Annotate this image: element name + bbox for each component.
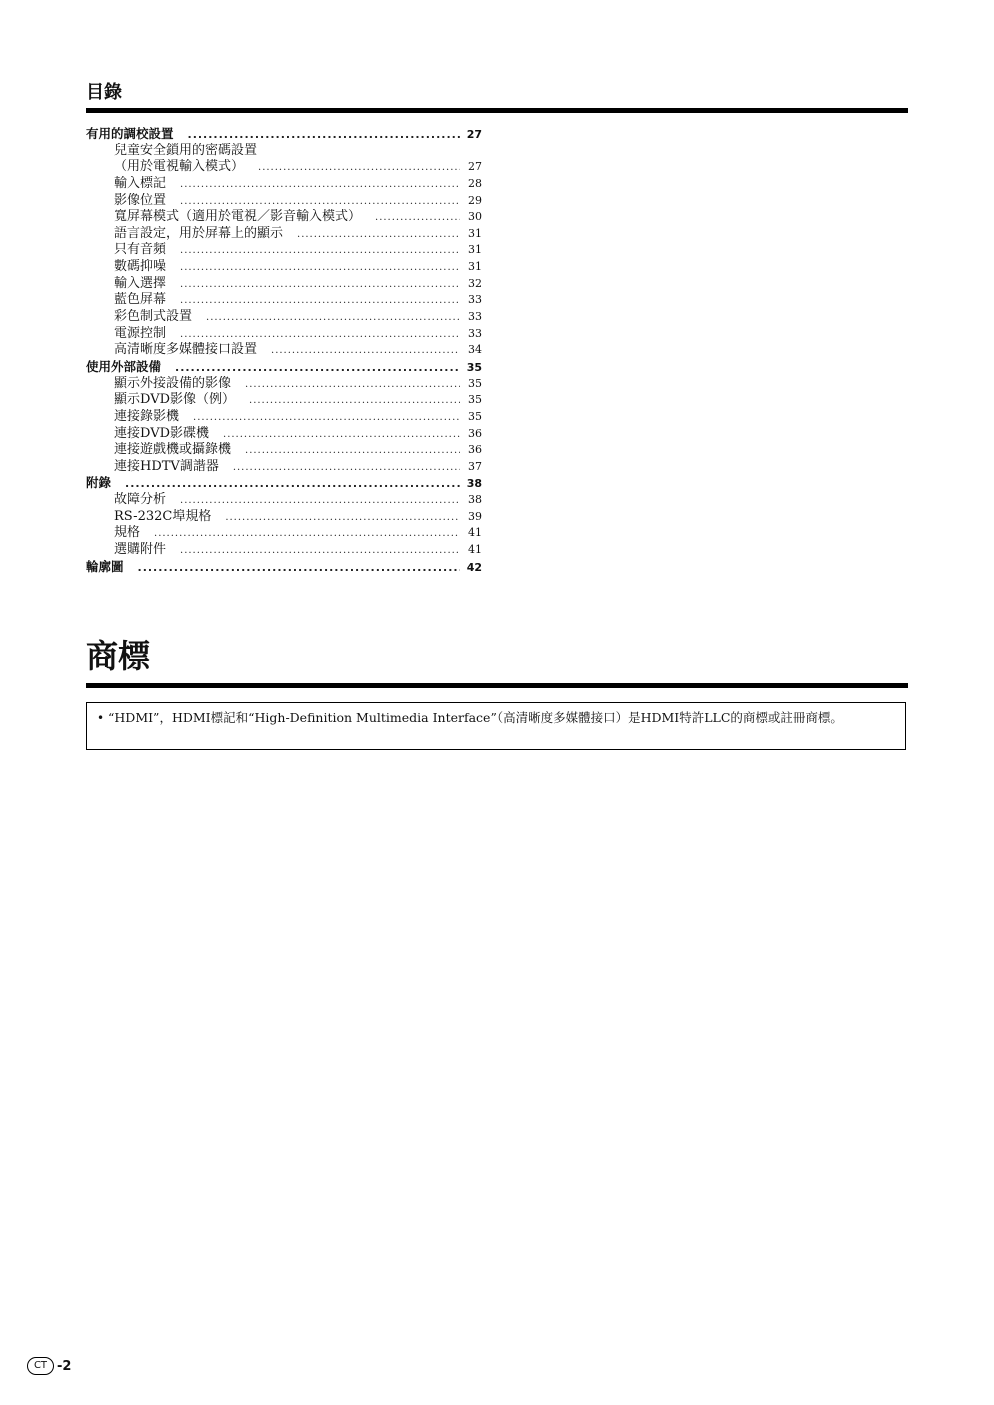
toc-heading: 目錄 bbox=[86, 82, 122, 103]
toc-entry bbox=[86, 376, 482, 393]
toc-entry bbox=[86, 209, 482, 226]
toc-entry bbox=[86, 226, 482, 243]
bullet-icon: • bbox=[97, 711, 105, 725]
toc-entry-page: 32 bbox=[468, 276, 482, 290]
toc-entry-title: 影像位置 bbox=[114, 192, 167, 208]
toc-entry-page: 35 bbox=[468, 409, 482, 423]
toc-entry-title: 只有音頻 bbox=[114, 242, 167, 258]
toc-entry bbox=[86, 193, 482, 210]
toc-leader-dots bbox=[193, 410, 460, 426]
toc-entry bbox=[86, 392, 482, 409]
toc-leader-dots bbox=[180, 260, 460, 276]
toc-leader-dots bbox=[375, 210, 460, 226]
toc-leader-dots bbox=[233, 460, 460, 476]
toc-entry-page: 34 bbox=[468, 343, 482, 357]
toc-entry bbox=[86, 459, 482, 476]
toc-entry bbox=[86, 509, 482, 526]
toc-entry-title: 電源控制 bbox=[114, 325, 167, 341]
toc-entry-title: 寬屏幕模式（適用於電視／影音輸入模式） bbox=[114, 209, 362, 225]
toc-entry-page: 41 bbox=[468, 543, 482, 557]
toc-leader-dots bbox=[154, 526, 460, 542]
trademarks-box bbox=[86, 702, 906, 750]
toc-entry-title: 輸入選擇 bbox=[114, 275, 167, 291]
toc-leader-dots bbox=[138, 560, 460, 576]
toc-entry-page: 27 bbox=[468, 160, 482, 174]
trademarks-heading: 商標 bbox=[86, 637, 151, 675]
toc-entry-title: 規格 bbox=[114, 525, 141, 541]
toc-entry bbox=[86, 242, 482, 259]
toc-entry-page: 33 bbox=[468, 326, 482, 340]
toc-entry bbox=[86, 559, 482, 576]
toc-entry bbox=[86, 126, 482, 143]
toc-entry bbox=[86, 143, 482, 160]
toc-entry bbox=[86, 159, 482, 176]
toc-entry-page: 39 bbox=[468, 509, 482, 523]
toc-entry-title: 連接遊戲機或攝錄機 bbox=[114, 442, 232, 458]
toc-entry-title: 連接DVD影碟機 bbox=[114, 425, 210, 441]
toc-entry-title: 語言設定，用於屏幕上的顯示 bbox=[114, 225, 284, 241]
toc-entry-page: 27 bbox=[466, 128, 482, 141]
toc-entry-page: 38 bbox=[468, 493, 482, 507]
toc-entry bbox=[86, 525, 482, 542]
toc-entry bbox=[86, 176, 482, 193]
toc-leader-dots bbox=[180, 493, 460, 509]
heading-rule bbox=[86, 108, 908, 113]
toc-entry-title: 連接HDTV調諧器 bbox=[114, 458, 219, 474]
toc-entry-page: 31 bbox=[468, 260, 482, 274]
toc-entry-page: 36 bbox=[468, 443, 482, 457]
toc-entry-title: 故障分析 bbox=[114, 492, 167, 508]
toc-leader-dots bbox=[245, 443, 460, 459]
toc-entry-title: 附錄 bbox=[86, 475, 112, 491]
toc-entry bbox=[86, 475, 482, 492]
toc-entry-title: RS-232C埠規格 bbox=[114, 508, 212, 524]
toc-entry-page: 35 bbox=[468, 376, 482, 390]
toc-leader-dots bbox=[225, 510, 460, 526]
toc-entry-title: 藍色屏幕 bbox=[114, 292, 167, 308]
toc-entry-title: （用於電視輸入模式） bbox=[114, 159, 245, 175]
toc-entry-title: 有用的調校設置 bbox=[86, 126, 174, 141]
toc-entry-title: 輪廓圖 bbox=[86, 558, 124, 574]
toc-entry bbox=[86, 292, 482, 309]
toc-entry-page: 41 bbox=[468, 526, 482, 540]
toc-entry-page: 35 bbox=[466, 360, 482, 374]
toc-leader-dots bbox=[249, 393, 460, 409]
toc-entry-page: 29 bbox=[468, 193, 482, 207]
toc-entry bbox=[86, 442, 482, 459]
toc-leader-dots bbox=[175, 360, 460, 376]
toc-entry bbox=[86, 309, 482, 326]
toc-entry-page: 30 bbox=[468, 210, 482, 224]
toc-leader-dots bbox=[271, 343, 460, 359]
toc-entry-title: 高清晰度多媒體接口設置 bbox=[114, 342, 258, 358]
toc-leader-dots bbox=[223, 427, 460, 443]
toc-entry-title: 彩色制式設置 bbox=[114, 309, 193, 325]
toc-entry-page: 35 bbox=[468, 393, 482, 407]
toc-entry-page: 42 bbox=[466, 560, 482, 574]
toc-list bbox=[86, 126, 482, 575]
toc-entry-page: 33 bbox=[468, 293, 482, 307]
toc-entry-title: 顯示外接設備的影像 bbox=[114, 375, 232, 391]
toc-entry-page: 31 bbox=[468, 226, 482, 240]
toc-leader-dots bbox=[188, 127, 460, 143]
toc-entry-page: 36 bbox=[468, 426, 482, 440]
toc-leader-dots bbox=[180, 243, 460, 259]
toc-leader-dots bbox=[297, 227, 460, 243]
toc-leader-dots bbox=[245, 377, 460, 393]
toc-entry-title: 使用外部設備 bbox=[86, 358, 162, 374]
toc-entry bbox=[86, 259, 482, 276]
toc-entry bbox=[86, 326, 482, 343]
toc-leader-dots bbox=[180, 177, 460, 193]
toc-entry-title: 連接錄影機 bbox=[114, 408, 180, 424]
toc-entry-title: 選購附件 bbox=[114, 542, 167, 558]
page-footer bbox=[27, 1357, 71, 1375]
toc-leader-dots bbox=[258, 160, 460, 176]
toc-leader-dots bbox=[180, 543, 460, 559]
toc-entry bbox=[86, 426, 482, 443]
toc-entry bbox=[86, 342, 482, 359]
toc-entry-page: 31 bbox=[468, 243, 482, 257]
toc-entry-title: 兒童安全鎖用的密碼設置 bbox=[114, 142, 258, 158]
toc-entry-title: 顯示DVD影像（例） bbox=[114, 392, 236, 408]
toc-leader-dots bbox=[125, 476, 460, 492]
trademarks-text: “HDMI”，HDMI標記和“High-Definition Multimedia Interface”（高清晰度多媒體接口）是HDMI特許LLC的商標或註冊商標。 bbox=[108, 710, 843, 725]
toc-entry-title: 數碼抑噪 bbox=[114, 259, 167, 275]
language-badge: CT bbox=[27, 1357, 54, 1375]
toc-entry bbox=[86, 492, 482, 509]
toc-entry-page: 38 bbox=[466, 477, 482, 491]
toc-leader-dots bbox=[180, 194, 460, 210]
toc-entry bbox=[86, 276, 482, 293]
toc-entry bbox=[86, 542, 482, 559]
toc-entry bbox=[86, 359, 482, 376]
toc-leader-dots bbox=[180, 277, 460, 293]
trademarks-rule bbox=[86, 683, 908, 688]
toc-leader-dots bbox=[206, 310, 460, 326]
toc-leader-dots bbox=[180, 327, 460, 343]
toc-entry bbox=[86, 409, 482, 426]
toc-entry-title: 輸入標記 bbox=[114, 175, 167, 191]
toc-entry-page: 33 bbox=[468, 310, 482, 324]
page-number: -2 bbox=[57, 1358, 72, 1374]
toc-leader-dots bbox=[180, 293, 460, 309]
toc-entry-page: 37 bbox=[468, 459, 482, 473]
toc-entry-page: 28 bbox=[468, 176, 482, 190]
